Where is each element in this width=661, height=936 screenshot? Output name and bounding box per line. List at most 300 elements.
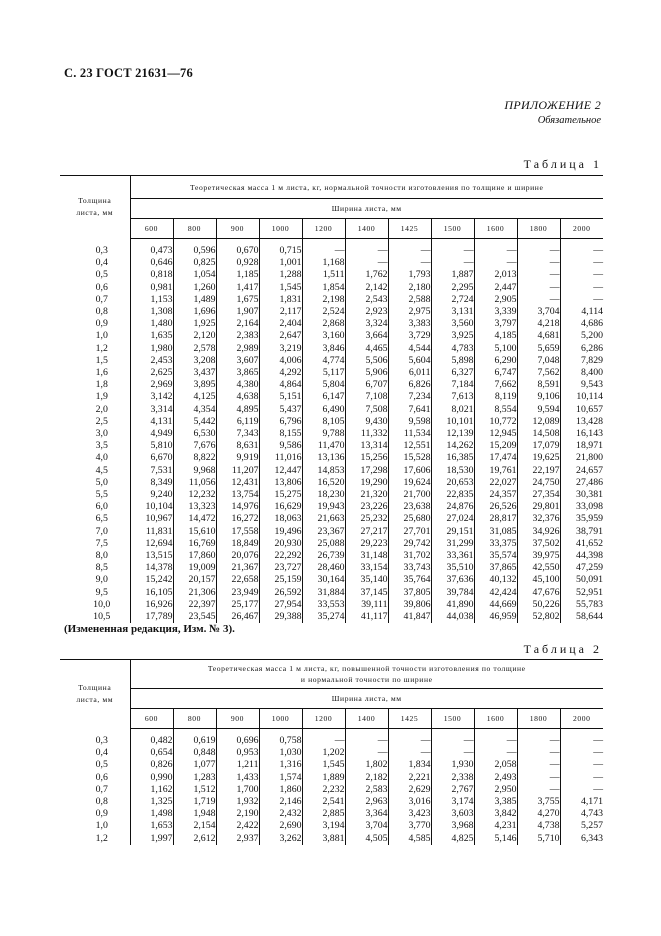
mass-cell: 8,400 xyxy=(560,367,603,379)
table-row xyxy=(60,391,603,403)
table2-width-col-header: 1600 xyxy=(474,709,517,729)
mass-cell: 4,218 xyxy=(517,318,560,330)
mass-cell: — xyxy=(560,729,603,748)
mass-cell: 2,524 xyxy=(302,306,345,318)
mass-cell: 10,101 xyxy=(431,416,474,428)
mass-cell: — xyxy=(560,269,603,281)
mass-cell: 20,653 xyxy=(431,477,474,489)
mass-cell: 7,829 xyxy=(560,355,603,367)
mass-cell: 29,742 xyxy=(388,538,431,550)
mass-cell: 3,704 xyxy=(517,306,560,318)
table-row xyxy=(60,355,603,367)
mass-cell: 4,270 xyxy=(517,808,560,820)
table-row xyxy=(60,759,603,771)
mass-cell: 11,470 xyxy=(302,440,345,452)
mass-cell: 35,764 xyxy=(388,574,431,586)
mass-cell: 41,117 xyxy=(345,611,388,623)
mass-cell: 5,437 xyxy=(259,404,302,416)
table1-main-header: Теоретическая масса 1 м листа, кг, нормальной точности изготовления по толщине и ширине xyxy=(130,176,603,199)
table1-width-col-header: 1400 xyxy=(345,219,388,239)
mass-cell: 17,079 xyxy=(517,440,560,452)
mass-cell: 11,534 xyxy=(388,428,431,440)
mass-cell: 0,646 xyxy=(130,257,173,269)
table-row xyxy=(60,729,603,748)
mass-cell: 4,292 xyxy=(259,367,302,379)
mass-cell: 2,164 xyxy=(216,318,259,330)
mass-cell: 31,299 xyxy=(431,538,474,550)
mass-cell: 3,770 xyxy=(388,820,431,832)
mass-cell: 2,989 xyxy=(216,343,259,355)
mass-cell: 1,480 xyxy=(130,318,173,330)
table-row xyxy=(60,796,603,808)
mass-cell: 29,388 xyxy=(259,611,302,623)
mass-cell: 4,738 xyxy=(517,820,560,832)
mass-cell: 2,543 xyxy=(345,294,388,306)
table-row xyxy=(60,513,603,525)
mass-cell: 3,755 xyxy=(517,796,560,808)
mass-cell: 16,272 xyxy=(216,513,259,525)
mass-cell: 9,968 xyxy=(173,465,216,477)
mass-cell: 0,928 xyxy=(216,257,259,269)
table-row xyxy=(60,808,603,820)
mass-cell: 9,598 xyxy=(388,416,431,428)
thickness-cell: 10,5 xyxy=(93,611,111,623)
mass-cell: — xyxy=(560,294,603,306)
mass-cell: 0,619 xyxy=(173,729,216,748)
mass-cell: 37,502 xyxy=(517,538,560,550)
mass-cell: 1,498 xyxy=(130,808,173,820)
mass-cell: 2,885 xyxy=(302,808,345,820)
mass-cell: 7,108 xyxy=(345,391,388,403)
mass-cell: 3,607 xyxy=(216,355,259,367)
mass-cell: 3,324 xyxy=(345,318,388,330)
mass-cell: — xyxy=(345,257,388,269)
mass-cell: — xyxy=(517,239,560,258)
mass-cell: 4,864 xyxy=(259,379,302,391)
mass-cell: — xyxy=(302,239,345,258)
mass-cell: 2,612 xyxy=(173,833,216,845)
thickness-cell: 0,8 xyxy=(95,796,108,808)
mass-cell: 2,975 xyxy=(388,306,431,318)
table1-width-col-header: 1200 xyxy=(302,219,345,239)
mass-cell: 19,290 xyxy=(345,477,388,489)
mass-cell: 44,669 xyxy=(474,599,517,611)
mass-cell: 3,131 xyxy=(431,306,474,318)
mass-cell: 21,306 xyxy=(173,587,216,599)
mass-cell: 2,142 xyxy=(345,282,388,294)
table2-width-col-header: 1200 xyxy=(302,709,345,729)
thickness-cell: 8,0 xyxy=(95,550,108,562)
mass-cell: 11,056 xyxy=(173,477,216,489)
table1-width-col-header: 1800 xyxy=(517,219,560,239)
mass-cell: 9,586 xyxy=(259,440,302,452)
thickness-cell: 2,0 xyxy=(95,403,108,415)
mass-cell: 1,325 xyxy=(130,796,173,808)
table-row xyxy=(60,269,603,281)
mass-cell: 19,624 xyxy=(388,477,431,489)
thickness-cell: 0,9 xyxy=(95,318,108,330)
mass-cell: 26,467 xyxy=(216,611,259,623)
table1 xyxy=(60,175,603,623)
mass-cell: 15,528 xyxy=(388,452,431,464)
mass-cell: 17,298 xyxy=(345,465,388,477)
mass-cell: 33,361 xyxy=(431,550,474,562)
thickness-cell: 0,7 xyxy=(95,783,108,795)
mass-cell: 4,505 xyxy=(345,833,388,845)
mass-cell: 6,327 xyxy=(431,367,474,379)
mass-cell: 17,474 xyxy=(474,452,517,464)
mass-cell: 6,011 xyxy=(388,367,431,379)
mass-cell: 34,926 xyxy=(517,526,560,538)
mass-cell: 30,381 xyxy=(560,489,603,501)
mass-cell: 11,332 xyxy=(345,428,388,440)
mass-cell: 4,544 xyxy=(388,343,431,355)
mass-cell: 0,482 xyxy=(130,729,173,748)
mass-cell: 2,422 xyxy=(216,820,259,832)
mass-cell: 13,314 xyxy=(345,440,388,452)
mass-cell: 7,343 xyxy=(216,428,259,440)
mass-cell: — xyxy=(431,729,474,748)
mass-cell: — xyxy=(517,759,560,771)
mass-cell: 5,898 xyxy=(431,355,474,367)
mass-cell: — xyxy=(517,269,560,281)
mass-cell: 2,868 xyxy=(302,318,345,330)
table-row xyxy=(60,452,603,464)
thickness-cell: 8,5 xyxy=(95,562,108,574)
mass-cell: 0,825 xyxy=(173,257,216,269)
mass-cell: 1,001 xyxy=(259,257,302,269)
thickness-cell: 6,5 xyxy=(95,513,108,525)
table1-caption: Таблица 1 xyxy=(523,157,602,171)
table2-width-col-header: 1500 xyxy=(431,709,474,729)
mass-cell: 14,378 xyxy=(130,562,173,574)
table1-width-col-header: 1500 xyxy=(431,219,474,239)
mass-cell: 1,834 xyxy=(388,759,431,771)
thickness-cell: 0,3 xyxy=(95,734,108,746)
table1-width-col-header: 900 xyxy=(216,219,259,239)
table-row xyxy=(60,318,603,330)
mass-cell: 41,652 xyxy=(560,538,603,550)
mass-cell: 15,242 xyxy=(130,574,173,586)
mass-cell: 19,625 xyxy=(517,452,560,464)
mass-cell: 1,545 xyxy=(259,282,302,294)
mass-cell: 14,262 xyxy=(431,440,474,452)
mass-cell: 8,155 xyxy=(259,428,302,440)
mass-cell: 2,180 xyxy=(388,282,431,294)
mass-cell: 1,054 xyxy=(173,269,216,281)
mass-cell: 2,724 xyxy=(431,294,474,306)
mass-cell: 0,596 xyxy=(173,239,216,258)
mass-cell: 8,119 xyxy=(474,391,517,403)
mass-cell: 14,472 xyxy=(173,513,216,525)
mass-cell: 21,800 xyxy=(560,452,603,464)
mass-cell: 0,981 xyxy=(130,282,173,294)
mass-cell: 18,530 xyxy=(431,465,474,477)
table1-width-header: Ширина листа, мм xyxy=(130,199,603,219)
thickness-cell: 10,0 xyxy=(93,598,111,610)
mass-cell: 19,009 xyxy=(173,562,216,574)
mass-cell: 8,105 xyxy=(302,416,345,428)
mass-cell: 10,114 xyxy=(560,391,603,403)
mass-cell: 4,783 xyxy=(431,343,474,355)
table-row xyxy=(60,574,603,586)
table2-width-col-header: 1400 xyxy=(345,709,388,729)
mass-cell: 3,219 xyxy=(259,343,302,355)
thickness-cell: 0,3 xyxy=(95,244,108,256)
mass-cell: 25,177 xyxy=(216,599,259,611)
mass-cell: 22,027 xyxy=(474,477,517,489)
mass-cell: 2,905 xyxy=(474,294,517,306)
table-row xyxy=(60,306,603,318)
appendix-subtitle: Обязательное xyxy=(537,115,601,126)
mass-cell: 3,664 xyxy=(345,330,388,342)
mass-cell: 16,769 xyxy=(173,538,216,550)
thickness-cell: 1,2 xyxy=(95,832,108,844)
mass-cell: 7,641 xyxy=(388,404,431,416)
mass-cell: 21,367 xyxy=(216,562,259,574)
mass-cell: 7,508 xyxy=(345,404,388,416)
mass-cell: 25,680 xyxy=(388,513,431,525)
mass-cell: 5,442 xyxy=(173,416,216,428)
mass-cell: 39,111 xyxy=(345,599,388,611)
mass-cell: 29,151 xyxy=(431,526,474,538)
mass-cell: 2,232 xyxy=(302,784,345,796)
mass-cell: 1,433 xyxy=(216,772,259,784)
table2-width-col-header: 2000 xyxy=(560,709,603,729)
mass-cell: — xyxy=(517,257,560,269)
thickness-cell: 9,0 xyxy=(95,574,108,586)
mass-cell: 5,200 xyxy=(560,330,603,342)
mass-cell: — xyxy=(345,239,388,258)
mass-cell: 6,119 xyxy=(216,416,259,428)
mass-cell: 1,997 xyxy=(130,833,173,845)
mass-cell: 18,849 xyxy=(216,538,259,550)
mass-cell: 1,802 xyxy=(345,759,388,771)
mass-cell: 3,208 xyxy=(173,355,216,367)
mass-cell: 3,364 xyxy=(345,808,388,820)
mass-cell: 2,013 xyxy=(474,269,517,281)
mass-cell: 6,147 xyxy=(302,391,345,403)
mass-cell: 23,226 xyxy=(345,501,388,513)
mass-cell: 7,531 xyxy=(130,465,173,477)
mass-cell: 1,308 xyxy=(130,306,173,318)
mass-cell: 22,658 xyxy=(216,574,259,586)
mass-cell: 1,675 xyxy=(216,294,259,306)
mass-cell: 24,876 xyxy=(431,501,474,513)
table-row xyxy=(60,404,603,416)
mass-cell: 5,906 xyxy=(345,367,388,379)
mass-cell: 13,136 xyxy=(302,452,345,464)
mass-cell: 37,865 xyxy=(474,562,517,574)
mass-cell: 14,508 xyxy=(517,428,560,440)
mass-cell: 35,510 xyxy=(431,562,474,574)
table-row xyxy=(60,611,603,623)
thickness-cell: 5,0 xyxy=(95,476,108,488)
thickness-cell: 1,9 xyxy=(95,391,108,403)
mass-cell: 2,767 xyxy=(431,784,474,796)
mass-cell: 4,774 xyxy=(302,355,345,367)
table-row xyxy=(60,239,603,258)
mass-cell: 5,506 xyxy=(345,355,388,367)
mass-cell: 58,644 xyxy=(560,611,603,623)
mass-cell: 0,670 xyxy=(216,239,259,258)
thickness-cell: 9,5 xyxy=(95,586,108,598)
table1-width-col-header: 1600 xyxy=(474,219,517,239)
mass-cell: 25,232 xyxy=(345,513,388,525)
mass-cell: 27,024 xyxy=(431,513,474,525)
mass-cell: 4,171 xyxy=(560,796,603,808)
mass-cell: 1,854 xyxy=(302,282,345,294)
mass-cell: 31,085 xyxy=(474,526,517,538)
mass-cell: 2,588 xyxy=(388,294,431,306)
mass-cell: 6,490 xyxy=(302,404,345,416)
mass-cell: 12,089 xyxy=(517,416,560,428)
mass-cell: 1,700 xyxy=(216,784,259,796)
mass-cell: 41,847 xyxy=(388,611,431,623)
mass-cell: 25,159 xyxy=(259,574,302,586)
mass-cell: 16,520 xyxy=(302,477,345,489)
mass-cell: 3,729 xyxy=(388,330,431,342)
mass-cell: 12,945 xyxy=(474,428,517,440)
mass-cell: 6,747 xyxy=(474,367,517,379)
table-row xyxy=(60,501,603,513)
thickness-cell: 0,6 xyxy=(95,771,108,783)
mass-cell: 22,292 xyxy=(259,550,302,562)
mass-cell: 39,975 xyxy=(517,550,560,562)
mass-cell: 2,404 xyxy=(259,318,302,330)
mass-cell: 5,804 xyxy=(302,379,345,391)
mass-cell: 20,930 xyxy=(259,538,302,550)
mass-cell: 50,226 xyxy=(517,599,560,611)
table-row xyxy=(60,465,603,477)
mass-cell: 2,493 xyxy=(474,772,517,784)
mass-cell: 3,797 xyxy=(474,318,517,330)
mass-cell: 52,951 xyxy=(560,587,603,599)
mass-cell: 3,142 xyxy=(130,391,173,403)
mass-cell: 33,098 xyxy=(560,501,603,513)
thickness-cell: 1,5 xyxy=(95,354,108,366)
table2-caption: Таблица 2 xyxy=(523,642,602,656)
table-row xyxy=(60,330,603,342)
mass-cell: — xyxy=(517,784,560,796)
mass-cell: 2,963 xyxy=(345,796,388,808)
mass-cell: 1,696 xyxy=(173,306,216,318)
thickness-cell: 3,5 xyxy=(95,440,108,452)
mass-cell: 35,574 xyxy=(474,550,517,562)
appendix-title: ПРИЛОЖЕНИЕ 2 xyxy=(504,98,601,112)
mass-cell: — xyxy=(474,239,517,258)
mass-cell: 4,895 xyxy=(216,404,259,416)
mass-cell: 3,925 xyxy=(431,330,474,342)
table-row xyxy=(60,379,603,391)
mass-cell: 3,704 xyxy=(345,820,388,832)
mass-cell: 23,727 xyxy=(259,562,302,574)
mass-cell: 3,385 xyxy=(474,796,517,808)
mass-cell: — xyxy=(345,729,388,748)
mass-cell: 7,613 xyxy=(431,391,474,403)
thickness-cell: 0,4 xyxy=(95,747,108,759)
table-row xyxy=(60,416,603,428)
mass-cell: 13,323 xyxy=(173,501,216,513)
mass-cell: 33,743 xyxy=(388,562,431,574)
thickness-cell: 0,5 xyxy=(95,269,108,281)
mass-cell: 11,207 xyxy=(216,465,259,477)
mass-cell: 12,447 xyxy=(259,465,302,477)
mass-cell: — xyxy=(388,729,431,748)
mass-cell: 12,139 xyxy=(431,428,474,440)
mass-cell: 24,657 xyxy=(560,465,603,477)
mass-cell: 3,339 xyxy=(474,306,517,318)
mass-cell: 8,349 xyxy=(130,477,173,489)
mass-cell: — xyxy=(560,747,603,759)
mass-cell: 23,545 xyxy=(173,611,216,623)
table-row xyxy=(60,784,603,796)
mass-cell: 3,865 xyxy=(216,367,259,379)
table2 xyxy=(60,659,603,845)
mass-cell: 28,817 xyxy=(474,513,517,525)
mass-cell: 8,631 xyxy=(216,440,259,452)
table-row xyxy=(60,747,603,759)
mass-cell: 3,016 xyxy=(388,796,431,808)
mass-cell: 6,670 xyxy=(130,452,173,464)
thickness-cell: 4,5 xyxy=(95,464,108,476)
mass-cell: 1,511 xyxy=(302,269,345,281)
mass-cell: 20,076 xyxy=(216,550,259,562)
mass-cell: 1,889 xyxy=(302,772,345,784)
mass-cell: 29,223 xyxy=(345,538,388,550)
mass-cell: 8,591 xyxy=(517,379,560,391)
mass-cell: 1,168 xyxy=(302,257,345,269)
table-row xyxy=(60,820,603,832)
mass-cell: 7,184 xyxy=(431,379,474,391)
mass-cell: 3,560 xyxy=(431,318,474,330)
mass-cell: 2,969 xyxy=(130,379,173,391)
mass-cell: — xyxy=(388,747,431,759)
mass-cell: 33,375 xyxy=(474,538,517,550)
table-row xyxy=(60,282,603,294)
mass-cell: 2,937 xyxy=(216,833,259,845)
mass-cell: 32,376 xyxy=(517,513,560,525)
mass-cell: 41,890 xyxy=(431,599,474,611)
table-row xyxy=(60,562,603,574)
mass-cell: 4,231 xyxy=(474,820,517,832)
mass-cell: 16,143 xyxy=(560,428,603,440)
mass-cell: 19,761 xyxy=(474,465,517,477)
mass-cell: 5,257 xyxy=(560,820,603,832)
mass-cell: 15,275 xyxy=(259,489,302,501)
revision-note: (Измененная редакция, Изм. № 3). xyxy=(64,623,235,635)
mass-cell: 2,690 xyxy=(259,820,302,832)
mass-cell: 17,789 xyxy=(130,611,173,623)
mass-cell: — xyxy=(517,294,560,306)
mass-cell: 25,088 xyxy=(302,538,345,550)
mass-cell: 6,707 xyxy=(345,379,388,391)
mass-cell: 35,959 xyxy=(560,513,603,525)
mass-cell: 1,417 xyxy=(216,282,259,294)
table-row xyxy=(60,440,603,452)
table-row xyxy=(60,428,603,440)
mass-cell: 2,190 xyxy=(216,808,259,820)
mass-cell: 11,831 xyxy=(130,526,173,538)
thickness-cell: 1,0 xyxy=(95,820,108,832)
mass-cell: 31,148 xyxy=(345,550,388,562)
mass-cell: 23,949 xyxy=(216,587,259,599)
mass-cell: 1,283 xyxy=(173,772,216,784)
mass-cell: 27,217 xyxy=(345,526,388,538)
mass-cell: 13,428 xyxy=(560,416,603,428)
mass-cell: 4,681 xyxy=(517,330,560,342)
mass-cell: 18,971 xyxy=(560,440,603,452)
